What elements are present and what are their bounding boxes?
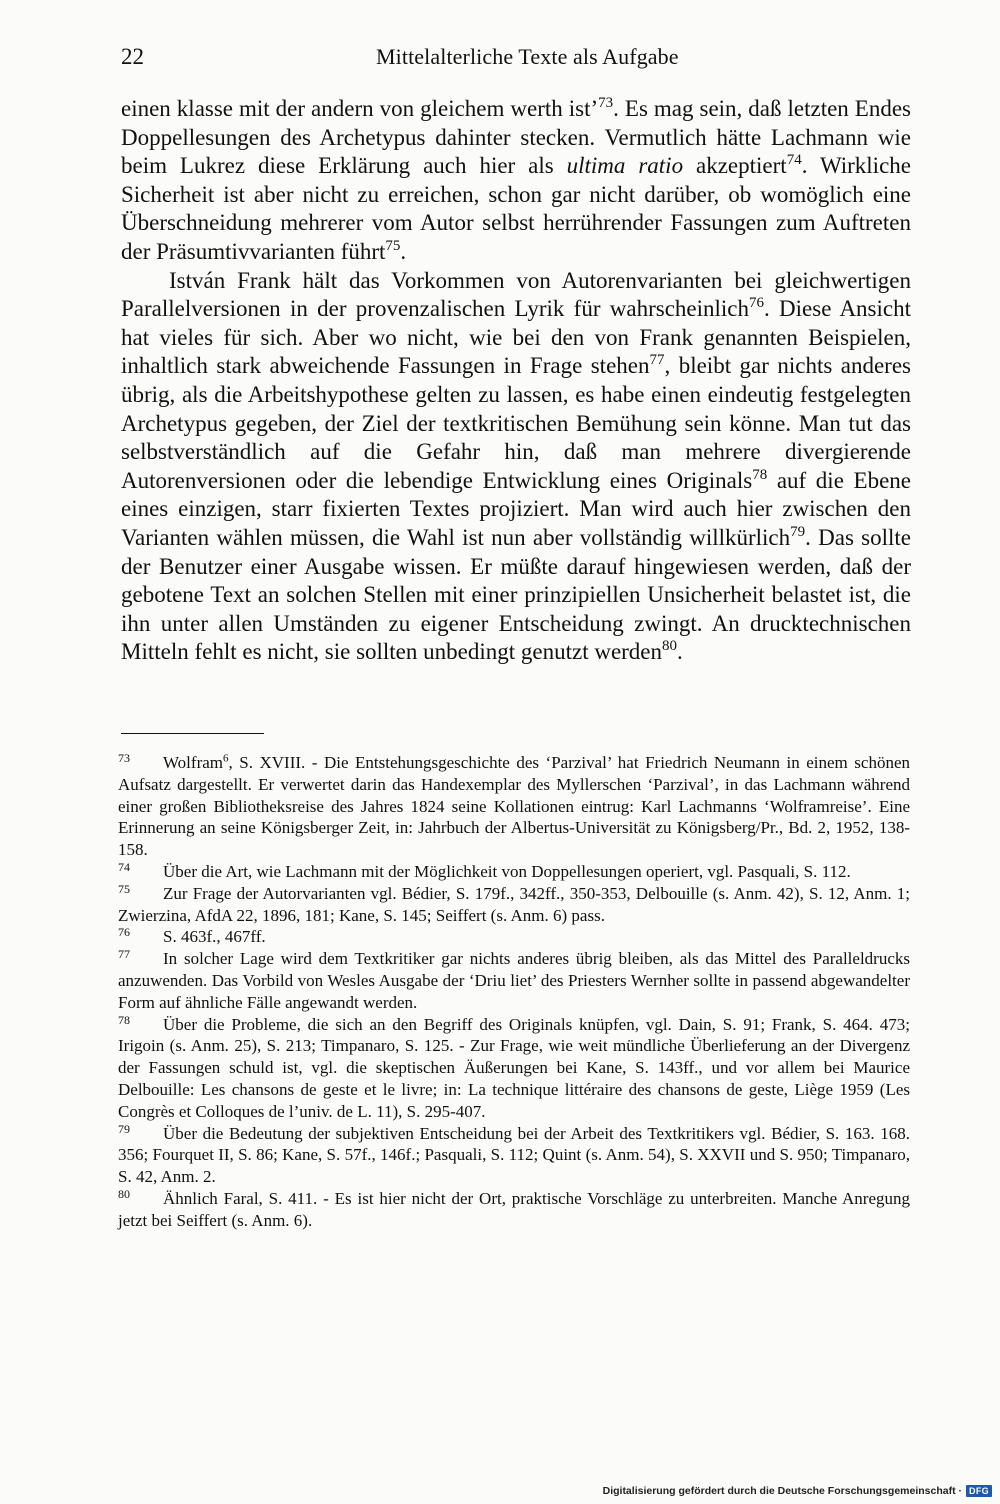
text-run: auf die Ebene eines einzigen, starr fixierten Textes projiziert. Man wird auch hier zwischen den Varianten wählen müssen, die Wahl ist nun aber vollständig willkürlich bbox=[121, 467, 911, 550]
digitization-credit bbox=[603, 1484, 992, 1498]
footnote-text: Über die Bedeutung der subjektiven Entscheidung bei der Arbeit des Textkritikers vgl. Bédier, S. 163. 168. 356; Fourquet II, S. 86; Kane, S. 57f., 146f.; Pasquali, S. 112; Quint (s. Anm. 54), S. XXVII und S. 950; Timpanaro, S. 42, Anm. 2. bbox=[118, 1123, 910, 1187]
text-run: István Frank hält das Vorkommen von Autorenvarianten bei gleichwertigen Parallelversionen in der provenzalischen Lyrik für wahrscheinlich bbox=[121, 267, 911, 322]
footnote-text: In solcher Lage wird dem Textkritiker gar nichts anderes übrig bleiben, als das Mittel des Paralleldrucks anzuwenden. Das Vorbild von Wesles Ausgabe der ‘Driu liet’ des Priesters Wernher sollte in passend abgewandelter Form auf ähnliche Fälle angewandt werden. bbox=[118, 949, 910, 1012]
main-text bbox=[121, 95, 911, 667]
footnote-ref-80: 80 bbox=[662, 638, 678, 655]
dfg-logo-icon: DFG bbox=[966, 1485, 992, 1497]
text-run: . Wirkliche Sicherheit ist aber nicht zu erreichen, schon gar nicht darüber, ob womöglich eine Überschneidung mehrerer vom Autor selbst herrührender Fassungen zum Auftreten der Präsumtivvarianten führt bbox=[121, 153, 911, 264]
text-run: . Das sollte der Benutzer einer Ausgabe wissen. Er müßte darauf hingewiesen werden, daß der gebotene Text an solchen Stellen mit einer prinzipiellen Unsicherheit belastet ist, die ihn unter allen Umständen zu eigener Entscheidung zwingt. An drucktechnischen Mitteln fehlt es nicht, sie sollten unbedingt genutzt werden bbox=[121, 524, 911, 665]
text-run: . Es mag sein, daß letzten Endes Doppellesungen des Archetypus dahinter stecken. Vermutlich hätte Lachmann wie beim Lukrez diese Erklärung auch hier als bbox=[121, 96, 911, 179]
footnote-text: Über die Probleme, die sich an den Begriff des Originals knüpfen, vgl. Dain, S. 91; Frank, S. 464. 473; Irigoin (s. Anm. 25), S. 213; Timpanaro, S. 125. - Zur Frage, wie weit mündliche Überlieferung an der Divergenz der Fassungen schuld ist, vgl. die skeptischen Äußerungen bei Kane, S. 143ff., und vor allem bei Maurice Delbouille: Les chansons de geste et le livre; in: La technique littéraire des chansons de geste, Liège 1959 (Les Congrès et Colloques de l’univ. de L. 11), S. 295-407. bbox=[118, 1014, 910, 1121]
footnote-ref-78: 78 bbox=[752, 466, 768, 483]
footnote-77: 77 In solcher Lage wird dem Textkritiker gar nichts anderes übrig bleiben, als das Mittel des Paralleldrucks anzuwenden. Das Vorbild von Wesles Ausgabe der ‘Driu liet’ des Priesters Wernher sollte in passend abgewandelter Form auf ähnliche Fälle angewandt werden. bbox=[118, 947, 910, 1012]
footnote-text: Über die Art, wie Lachmann mit der Möglichkeit von Doppellesungen operiert, vgl. Pasquali, S. 112. bbox=[163, 861, 851, 881]
text-run: einen klasse mit der andern von gleichem werth ist’ bbox=[121, 96, 599, 121]
text-run: . Diese Ansicht hat vieles für sich. Aber wo nicht, wie bei den von Frank genannten Beispielen, inhaltlich stark abweichende Fassungen in Frage stehen bbox=[121, 296, 911, 379]
footnote-text: S. 463f., 467ff. bbox=[163, 927, 266, 947]
paragraph-2 bbox=[121, 267, 911, 667]
footnote-80: 80 Ähnlich Faral, S. 411. - Es ist hier nicht der Ort, praktische Vorschläge zu unterbreiten. Manche Anregung jetzt bei Seiffert (s. Anm. 6). bbox=[118, 1186, 910, 1230]
page-header bbox=[121, 44, 911, 76]
footnote-divider bbox=[121, 733, 264, 734]
footnote-text: Wolfram bbox=[163, 753, 223, 772]
credit-text: Digitalisierung gefördert durch die Deutsche Forschungsgemeinschaft · bbox=[602, 1485, 962, 1497]
italic-term: ultima ratio bbox=[566, 153, 684, 179]
footnote-79: 79 Über die Bedeutung der subjektiven Entscheidung bei der Arbeit des Textkritikers vgl. Bédier, S. 163. 168. 356; Fourquet II, S. 86; Kane, S. 57f., 146f.; Pasquali, S. 112; Quint (s. Anm. 54), S. XXVII und S. 950; Timpanaro, S. 42, Anm. 2. bbox=[118, 1121, 910, 1187]
footnotes bbox=[118, 752, 910, 1232]
footnote-text: Ähnlich Faral, S. 411. - Es ist hier nicht der Ort, praktische Vorschläge zu unterbreiten. Manche Anregung jetzt bei Seiffert (s. Anm. 6). bbox=[118, 1188, 910, 1230]
footnote-ref-79: 79 bbox=[790, 523, 806, 540]
text-run: . bbox=[677, 639, 683, 665]
page-number: 22 bbox=[121, 44, 144, 69]
footnote-ref-75: 75 bbox=[385, 237, 401, 254]
footnote-74: 74 Über die Art, wie Lachmann mit der Möglichkeit von Doppellesungen operiert, vgl. Pasquali, S. 112. bbox=[118, 859, 851, 881]
footnote-75: 75 Zur Frage der Autorvarianten vgl. Bédier, S. 179f., 342ff., 350-353, Delbouille (s. Anm. 42), S. 12, Anm. 1; Zwierzina, AfdA 22, 1896, 181; Kane, S. 145; Seiffert (s. Anm. 6) pass. bbox=[118, 881, 910, 925]
running-title: Mittelalterliche Texte als Aufgabe bbox=[376, 44, 679, 69]
footnote-ref-73: 73 bbox=[598, 95, 614, 111]
text-run: , bleibt gar nichts anderes übrig, als die Arbeitshypothese gelten zu lassen, es habe einen eindeutig festgelegten Archetypus gegeben, der Ziel der textkritischen Bemühung sein könne. Man tut das selbstverständlich auf die Gefahr hin, daß man mehrere divergierende Autorenversionen oder die lebendige Entwicklung eines Originals bbox=[121, 353, 912, 493]
text-run: . bbox=[400, 238, 407, 264]
paragraph-1 bbox=[121, 95, 911, 267]
footnote-73: 73 Wolfram$^6$, S. XVIII. - Die Entstehungsgeschichte des ‘Parzival’ hat Friedrich Neumann in einem schönen Aufsatz dargestellt. Er verwertet darin das Handexemplar des Myllerschen ‘Parzival’, in das Lachmann während einer großen Bibliotheksreise des Jahres 1824 seine Kollationen eintrug: Karl Lachmanns ‘Wolframreise’. Eine Erinnerung an seine Königsberger Zeit, in: Jahrbuch der Albertus-Universität zu Königsberg/Pr., Bd. 2, 1952, 138-158. bbox=[118, 751, 910, 860]
footnote-inline-ref: 6 bbox=[223, 752, 229, 765]
footnote-ref-74: 74 bbox=[786, 152, 802, 169]
footnote-76: 76 S. 463f., 467ff. bbox=[118, 925, 266, 947]
footnote-78: 78 Über die Probleme, die sich an den Begriff des Originals knüpfen, vgl. Dain, S. 91; Frank, S. 464. 473; Irigoin (s. Anm. 25), S. 213; Timpanaro, S. 125. - Zur Frage, wie weit mündliche Überlieferung an der Divergenz der Fassungen schuld ist, vgl. die skeptischen Äußerungen bei Kane, S. 143ff., und vor allem bei Maurice Delbouille: Les chansons de geste et le livre; in: La technique littéraire des chansons de geste, Liège 1959 (Les Congrès et Colloques de l’univ. de L. 11), S. 295-407. bbox=[118, 1012, 910, 1121]
footnote-ref-76: 76 bbox=[749, 295, 764, 312]
text-run: akzeptiert bbox=[683, 153, 787, 179]
footnote-text: Zur Frage der Autorvarianten vgl. Bédier, S. 179f., 342ff., 350-353, Delbouille (s. Anm. 42), S. 12, Anm. 1; Zwierzina, AfdA 22, 1896, 181; Kane, S. 145; Seiffert (s. Anm. 6) pass. bbox=[118, 883, 910, 925]
footnote-ref-77: 77 bbox=[649, 352, 665, 369]
footnote-text: , S. XVIII. - Die Entstehungsgeschichte des ‘Parzival’ hat Friedrich Neumann in einem schönen Aufsatz dargestellt. Er verwertet darin das Handexemplar des Myllerschen ‘Parzival’, in das Lachmann während einer großen Bibliotheksreise des Jahres 1824 seine Kollationen eintrug: Karl Lachmanns ‘Wolframreise’. Eine Erinnerung an seine Königsberger Zeit, in: Jahrbuch der Albertus-Universität zu Königsberg/Pr., Bd. 2, 1952, 138-158. bbox=[118, 753, 910, 860]
